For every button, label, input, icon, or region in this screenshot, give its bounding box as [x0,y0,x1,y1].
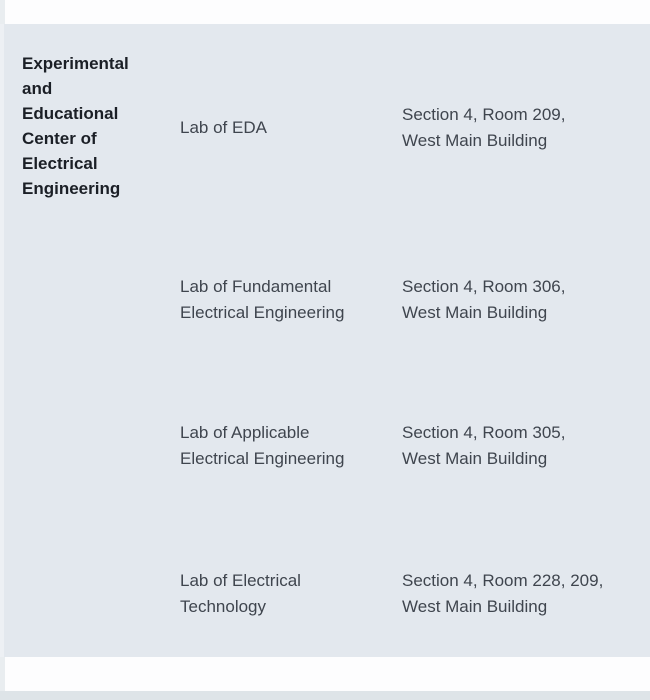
lab-name-line: Lab of EDA [180,118,267,137]
center-name-line: Experimental [22,54,129,73]
lab-table-panel [0,24,650,657]
lab-name-cell [180,274,395,326]
lab-name-cell [180,420,395,472]
lab-name-cell [180,568,395,620]
lab-location-cell [402,568,647,620]
lab-name-line: Lab of Fundamental [180,277,332,296]
lab-name-line: Technology [180,597,267,616]
lab-name-line: Electrical Engineering [180,303,345,322]
lab-location-cell [402,102,647,154]
center-name-line: Center of [22,129,97,148]
center-name-line: Engineering [22,179,121,198]
next-table-row-partial [0,691,650,700]
lab-location-line: Section 4, Room 228, 209, [402,571,604,590]
lab-name-cell [180,115,395,141]
lab-location-line: West Main Building [402,597,548,616]
lab-name-line: Electrical Engineering [180,449,345,468]
center-name-line: and [22,79,53,98]
lab-location-cell [402,274,647,326]
center-name-cell [22,51,177,201]
lab-name-line: Lab of Applicable [180,423,310,442]
lab-name-line: Lab of Electrical [180,571,301,590]
lab-location-line: West Main Building [402,303,548,322]
center-name-line: Electrical [22,154,98,173]
lab-location-line: West Main Building [402,449,548,468]
lab-location-cell [402,420,647,472]
lab-location-line: Section 4, Room 305, [402,423,566,442]
lab-location-line: Section 4, Room 209, [402,105,566,124]
lab-location-line: West Main Building [402,131,548,150]
lab-location-line: Section 4, Room 306, [402,277,566,296]
center-name-line: Educational [22,104,119,123]
